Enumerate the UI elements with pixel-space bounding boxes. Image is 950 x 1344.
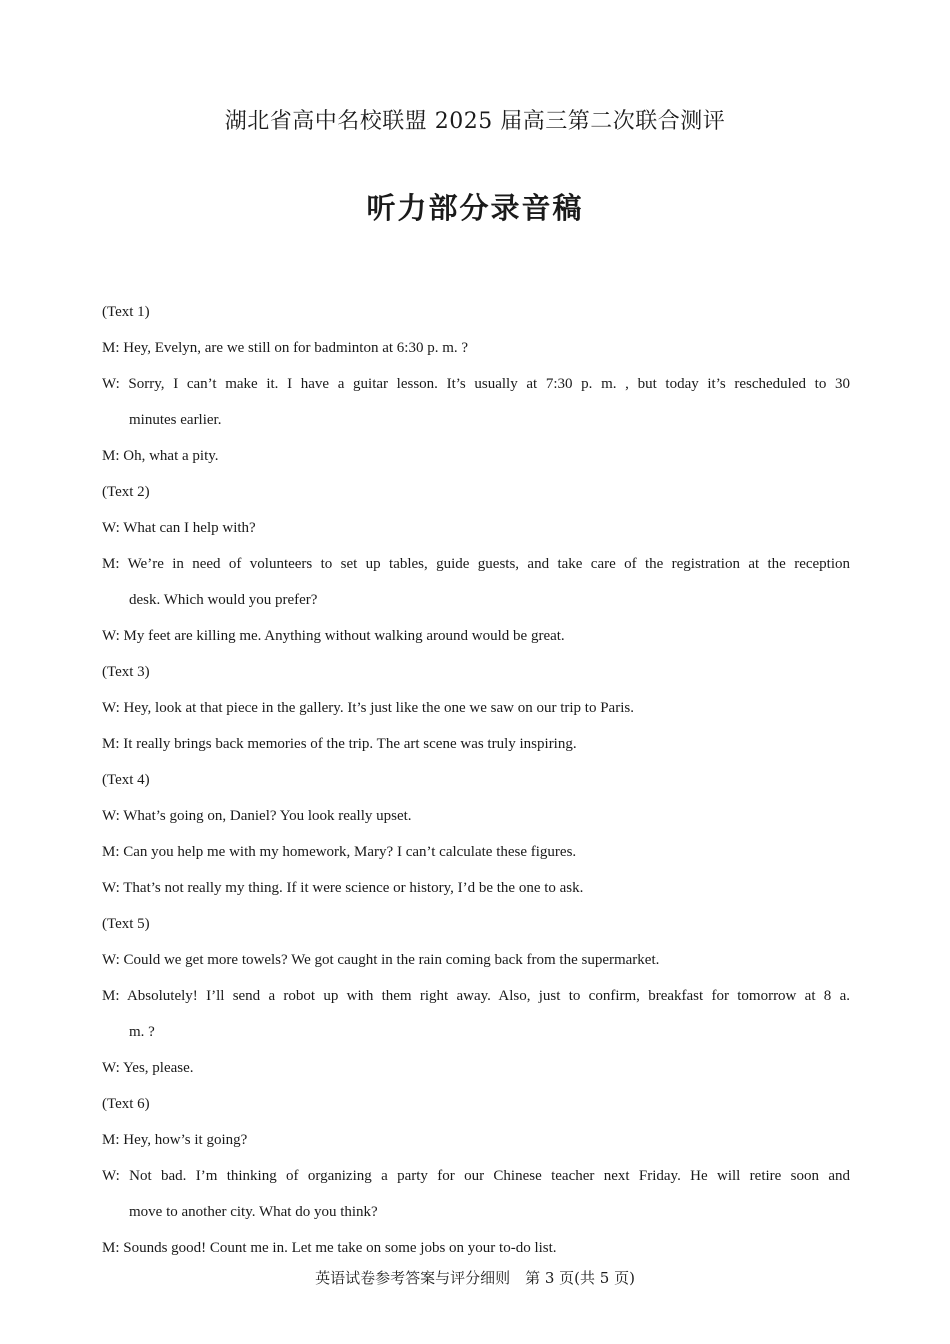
dialogue-line: W: Sorry, I can’t make it. I have a guitar lesson. It’s usually at 7:30 p. m. , but today it’s rescheduled to 30 <box>102 376 850 392</box>
exam-title: 湖北省高中名校联盟 2025 届高三第二次联合测评 <box>224 109 726 134</box>
dialogue-line: M: Hey, Evelyn, are we still on for badminton at 6:30 p. m. ? <box>102 340 469 356</box>
transcript-body <box>102 294 850 1266</box>
dialogue-line-continuation: desk. Which would you prefer? <box>129 592 318 608</box>
dialogue-line: M: Oh, what a pity. <box>102 448 219 464</box>
dialogue-line: W: Hey, look at that piece in the gallery. It’s just like the one we saw on our trip to Paris. <box>102 700 634 716</box>
text-2-label: (Text 2) <box>102 484 150 500</box>
dialogue-line: M: Sounds good! Count me in. Let me take on some jobs on your to-do list. <box>102 1240 557 1256</box>
dialogue-line: M: Hey, how’s it going? <box>102 1132 248 1148</box>
dialogue-line: W: What’s going on, Daniel? You look really upset. <box>102 808 412 824</box>
page-footer: 英语试卷参考答案与评分细则 第 3 页(共 5 页) <box>315 1269 635 1287</box>
dialogue-line: M: Can you help me with my homework, Mary? I can’t calculate these figures. <box>102 844 577 860</box>
text-5-label: (Text 5) <box>102 916 150 932</box>
dialogue-line: W: That’s not really my thing. If it were science or history, I’d be the one to ask. <box>102 880 584 896</box>
text-4-label: (Text 4) <box>102 772 150 788</box>
dialogue-line: W: Could we get more towels? We got caught in the rain coming back from the supermarket. <box>102 952 660 968</box>
dialogue-line: W: What can I help with? <box>102 520 256 536</box>
dialogue-line: M: It really brings back memories of the trip. The art scene was truly inspiring. <box>102 736 577 752</box>
dialogue-line-continuation: m. ? <box>129 1024 155 1040</box>
text-1-label: (Text 1) <box>102 304 150 320</box>
text-6-label: (Text 6) <box>102 1096 150 1112</box>
document-title: 听力部分录音稿 <box>366 191 584 225</box>
dialogue-line: W: My feet are killing me. Anything without walking around would be great. <box>102 628 565 644</box>
dialogue-line: M: We’re in need of volunteers to set up tables, guide guests, and take care of the registration at the reception <box>102 556 850 572</box>
dialogue-line: M: Absolutely! I’ll send a robot up with them right away. Also, just to confirm, breakfast for tomorrow at 8 a. <box>102 988 850 1004</box>
dialogue-line-continuation: move to another city. What do you think? <box>129 1204 378 1220</box>
text-3-label: (Text 3) <box>102 664 150 680</box>
dialogue-line: W: Yes, please. <box>102 1060 194 1076</box>
dialogue-line: W: Not bad. I’m thinking of organizing a party for our Chinese teacher next Friday. He will retire soon and <box>102 1168 850 1184</box>
dialogue-line-continuation: minutes earlier. <box>129 412 222 428</box>
